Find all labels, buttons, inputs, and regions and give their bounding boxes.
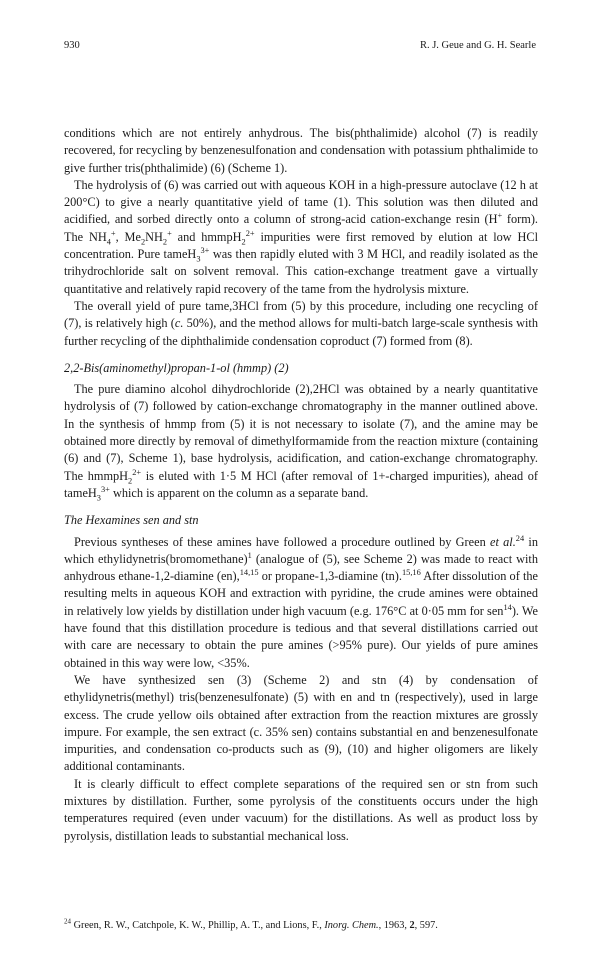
journal-name: Inorg. Chem.	[324, 920, 379, 931]
paragraph: The hydrolysis of (6) was carried out with aqueous KOH in a high-pressure autoclave (12 h at 200°C) to give a nearly quantitative yield of tame (1). This solution was then diluted and acidified, and sorbed directly onto a column of strong-acid cation-exchange resin (H+ form). The $NH_4^+$, $Me_2NH_2^+$ and hmmpH$_2^{2+}$ impurities were first removed by elution at low HCl concentration. Pure tameH$_3^{3+}$ was then rapidly eluted with 3 M HCl, and readily isolated as the trihydrochloride salt on solvent removal. This cation-exchange treatment gave a virtually quantitative and relatively rapid recovery of the tame from the hydrolysis mixture.	[64, 177, 538, 296]
running-head-authors: R. J. Geue and G. H. Searle	[419, 40, 536, 51]
paragraph: We have synthesized sen (3) (Scheme 2) and stn (4) by condensation of ethylidynetris(methyl) tris(benzenesulfonate) (5) with en and tn (respectively), used in large excess. The crude yellow oils obtained after extraction from the reaction mixtures are grossly impure. For example, the sen extract (c. 35% sen) contains substantial en and benzenesulfonate impurities, and condensation co-products such as (9), (10) and higher oligomers are likely additional contaminants.	[64, 672, 538, 774]
footnote-number: 24	[64, 917, 71, 926]
paragraph: Previous syntheses of these amines have followed a procedure outlined by Green et al.$^{24}$ in which ethylidynetris(bromomethane)$^1$ (analogue of (5), see Scheme 2) was made to react with anhydrous ethane-1,2-diamine (en),$^{14,15}$ or propane-1,3-diamine (tn).$^{15,16}$ After dissolution of the resulting melts in aqueous KOH and extraction with pyridine, the crude amines were obtained in relatively low yields by distillation under high vacuum (e.g. 176°C at 0·05 mm for sen$^{14}$). We have found that this distillation procedure is tedious and that several distillations carried out with care are necessary to obtain the pure amines (>95% pure). Our yields of pure amines obtained in this way were low, <35%.	[64, 533, 539, 670]
paragraph: It is clearly difficult to effect complete separations of the required sen or stn from such mixtures by distillation. Further, some pyrolysis of the constituents occurs under the high temperatures required (even under vacuum) for the distillations. As well as product loss by pyrolysis, distillation leads to substantial mechanical loss.	[64, 776, 538, 843]
running-head	[64, 38, 536, 54]
section-heading: The Hexamines sen and stn	[64, 513, 199, 528]
section-heading: 2,2-Bis(aminomethyl)propan-1-ol (hmmp) (2)	[64, 360, 289, 375]
body-text	[64, 125, 538, 845]
page-number: 930	[64, 40, 80, 51]
paragraph: The pure diamino alcohol dihydrochloride (2),2HCl was obtained by a nearly quantitative hydrolysis of (7) followed by cation-exchange chromatography in the manner outlined above. In the synthesis of hmmp from (5) it is not necessary to isolate (7), and the amine may be obtained more directly by removal of dimethylformamide from the reaction mixture (containing (6) and (7), Scheme 1), base hydrolysis, acidification, and cation-exchange chromatography. The hmmpH$_2^{2+}$ is eluted with 1·5 M HCl (after removal of 1+-charged impurities), ahead of tameH$_3^{3+}$ which is apparent on the column as a separate band.	[64, 382, 539, 503]
footnote: $^{24}$ Green, R. W., Catchpole, K. W., Phillip, A. T., and Lions, F., Inorg. Chem., 1963, 2, 597.	[64, 917, 438, 931]
paragraph: conditions which are not entirely anhydrous. The bis(phthalimide) alcohol (7) is readily recovered, for recycling by benzenesulfonation and condensation with potassium phthalimide to give further tris(phthalimide) (6) (Scheme 1).	[64, 126, 538, 175]
paragraph: The overall yield of pure tame,3HCl from (5) by this procedure, including one recycling of (7), is relatively high (c. 50%), and the method allows for multi-batch large-scale synthesis with further recycling of the diphthalimide condensation coproduct (7) formed from (8).	[64, 298, 538, 348]
